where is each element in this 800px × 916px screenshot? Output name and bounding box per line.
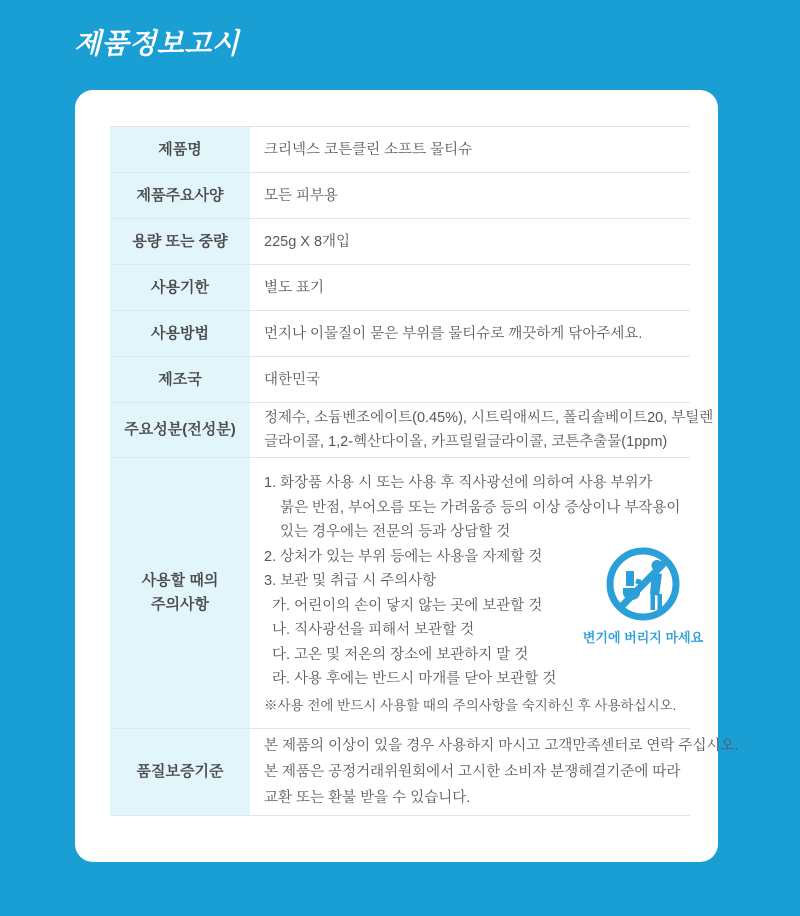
- row-label: 품질보증기준: [110, 729, 250, 815]
- ingredients-line: 정제수, 소듐벤조에이트(0.45%), 시트릭애씨드, 폴리솔베이트20, 부틸렌: [264, 410, 714, 426]
- table-row-caution: [110, 458, 704, 729]
- table-row: [110, 219, 690, 265]
- row-value: [250, 729, 747, 815]
- product-info-card: [75, 90, 739, 862]
- row-label: 제품명: [110, 127, 250, 172]
- row-label: 사용기한: [110, 265, 250, 310]
- caution-line: 나. 직사광선을 피해서 보관할 것: [272, 622, 475, 638]
- row-value: 크리넥스 코튼클린 소프트 물티슈: [264, 141, 473, 158]
- table-row: [110, 265, 690, 311]
- table-row: [110, 311, 690, 357]
- row-value: [250, 403, 721, 457]
- row-label: 용량 또는 중량: [110, 219, 250, 264]
- table-row: [110, 127, 690, 173]
- caution-line: 2. 상처가 있는 부위 등에는 사용을 자제할 것: [264, 548, 543, 565]
- caution-label-line: 사용할 때의: [141, 572, 219, 589]
- row-value: 모든 피부용: [264, 187, 339, 204]
- row-label: 제품주요사양: [110, 173, 250, 218]
- table-row-ingredients: [110, 403, 714, 458]
- caution-line: 붉은 반점, 부어오름 또는 가려움증 등의 이상 증상이나 부작용이: [280, 499, 681, 516]
- warranty-line: 본 제품은 공정거래위원회에서 고시한 소비자 분쟁해결기준에 따라: [264, 764, 681, 780]
- page-title: 제품정보고시: [74, 28, 240, 59]
- caution-note: ※사용 전에 반드시 사용할 때의 주의사항을 숙지하신 후 사용하십시오.: [264, 697, 677, 713]
- row-value: 먼지나 이물질이 묻은 부위를 물티슈로 깨끗하게 닦아주세요.: [264, 325, 643, 342]
- row-value: [250, 458, 704, 728]
- no-flush-block: [582, 546, 704, 650]
- ingredients-line: 글라이콜, 1,2-헥산다이올, 카프릴릴글라이콜, 코튼추출물(1ppm): [264, 434, 668, 450]
- no-flush-toilet-icon: [605, 546, 681, 622]
- caution-line: 1. 화장품 사용 시 또는 사용 후 직사광선에 의하여 사용 부위가: [264, 475, 653, 491]
- table-row: [110, 357, 690, 403]
- row-label: [110, 458, 250, 728]
- table-row-warranty: [110, 729, 739, 816]
- caution-line: 가. 어린이의 손이 닿지 않는 곳에 보관할 것: [272, 597, 543, 614]
- caution-line: 다. 고온 및 저온의 장소에 보관하지 말 것: [272, 646, 529, 663]
- row-value: 225g X 8개입: [264, 233, 351, 250]
- caution-label-line: 주의사항: [151, 596, 209, 613]
- row-label: 제조국: [110, 357, 250, 402]
- caution-line: 있는 경우에는 전문의 등과 상담할 것: [280, 524, 511, 540]
- caution-line: 3. 보관 및 취급 시 주의사항: [264, 573, 437, 589]
- row-value: 대한민국: [264, 371, 321, 388]
- warranty-line: 본 제품의 이상이 있을 경우 사용하지 마시고 고객만족센터로 연락 주십시오.: [264, 738, 739, 754]
- row-label: 주요성분(전성분): [110, 403, 250, 457]
- caution-line: 라. 사용 후에는 반드시 마개를 닫아 보관할 것: [272, 671, 557, 687]
- warranty-line: 교환 또는 환불 받을 수 있습니다.: [264, 790, 471, 806]
- product-info-table: [110, 126, 739, 816]
- no-flush-caption: 변기에 버리지 마세요: [582, 630, 704, 645]
- row-label: 사용방법: [110, 311, 250, 356]
- table-row: [110, 173, 690, 219]
- row-value: 별도 표기: [264, 279, 325, 296]
